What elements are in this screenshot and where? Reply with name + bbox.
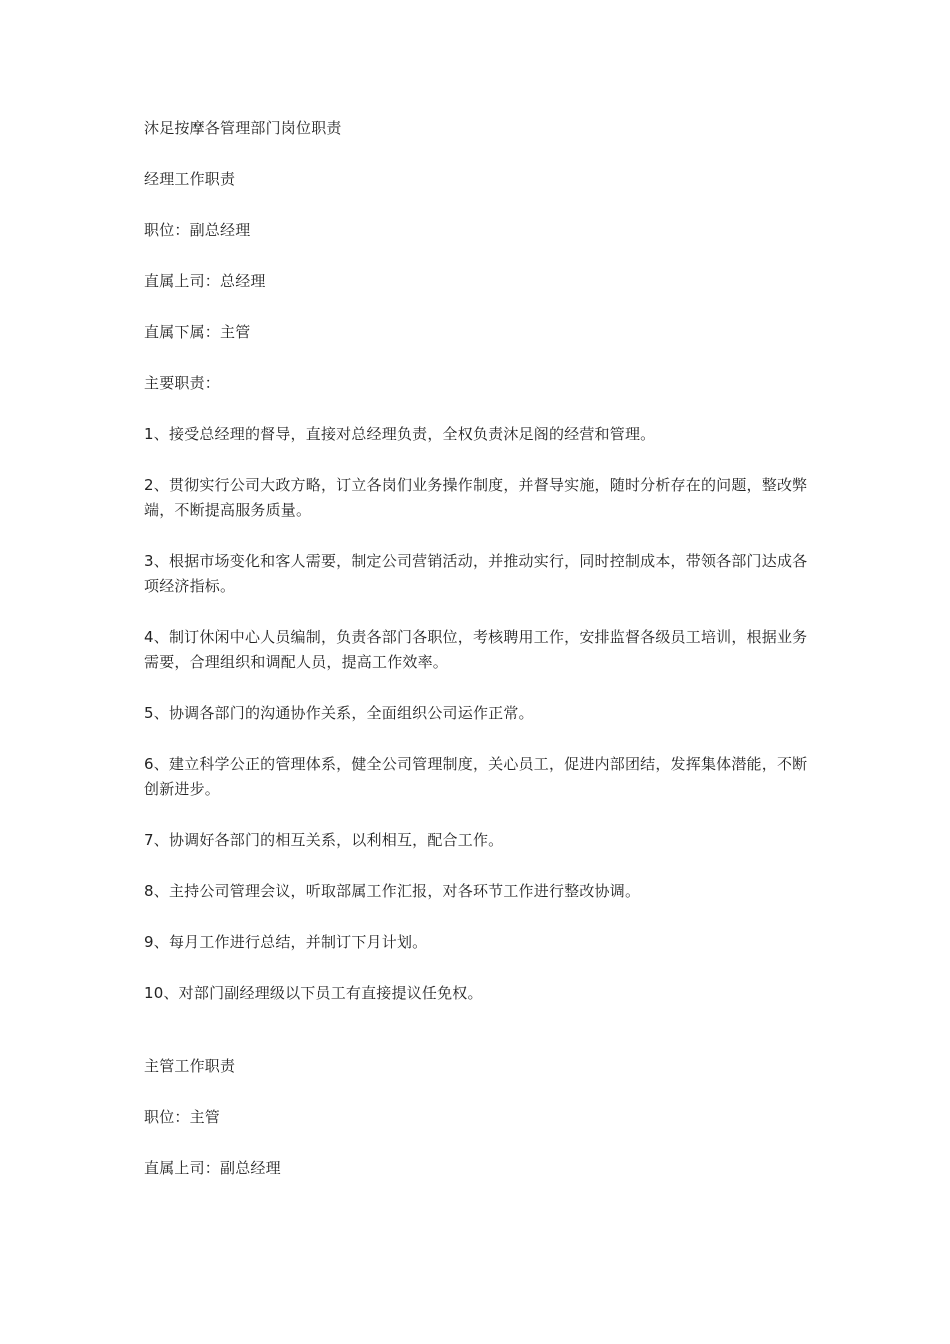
manager-superior: 直属上司：总经理 (144, 272, 266, 290)
duty-item-4: 4、制订休闲中心人员编制，负责各部门各职位，考核聘用工作，安排监督各级员工培训，根据业务需要，合理组织和调配人员，提高工作效率。 (144, 628, 808, 671)
duty-item-8: 8、主持公司管理会议，听取部属工作汇报，对各环节工作进行整改协调。 (144, 882, 641, 900)
duty-item-7: 7、协调好各部门的相互关系，以利相互，配合工作。 (144, 831, 504, 849)
supervisor-superior: 直属上司：副总经理 (144, 1159, 281, 1177)
duty-item-3: 3、根据市场变化和客人需要，制定公司营销活动，并推动实行，同时控制成本，带领各部门达成各项经济指标。 (144, 552, 808, 595)
document-title: 沐足按摩各管理部门岗位职责 (144, 119, 342, 137)
supervisor-position: 职位：主管 (144, 1108, 221, 1126)
duty-item-6: 6、建立科学公正的管理体系，健全公司管理制度，关心员工，促进内部团结，发挥集体潜能，不断创新进步。 (144, 755, 808, 798)
manager-duties-label: 主要职责： (144, 374, 221, 392)
manager-section-heading: 经理工作职责 (144, 170, 236, 188)
duty-item-2: 2、贯彻实行公司大政方略，订立各岗们业务操作制度，并督导实施，随时分析存在的问题，整改弊端，不断提高服务质量。 (144, 476, 808, 519)
manager-subordinate: 直属下属：主管 (144, 323, 251, 341)
duty-item-9: 9、每月工作进行总结，并制订下月计划。 (144, 933, 428, 951)
manager-position: 职位：副总经理 (144, 221, 251, 239)
supervisor-section-heading: 主管工作职责 (144, 1057, 236, 1075)
duty-item-10: 10、对部门副经理级以下员工有直接提议任免权。 (144, 984, 483, 1002)
duty-item-5: 5、协调各部门的沟通协作关系，全面组织公司运作正常。 (144, 704, 534, 722)
document-body (144, 116, 816, 1207)
duty-item-1: 1、接受总经理的督导，直接对总经理负责，全权负责沐足阁的经营和管理。 (144, 425, 656, 443)
